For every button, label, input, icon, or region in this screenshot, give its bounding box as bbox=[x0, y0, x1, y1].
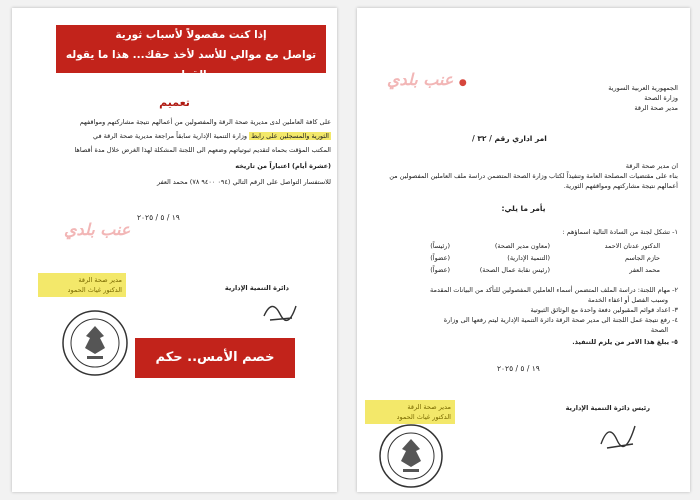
bottom-banner: خصم الأمس.. حكم اليوم! bbox=[135, 338, 295, 378]
left-body-line2 bbox=[93, 132, 331, 140]
right-signature-scribble bbox=[597, 418, 643, 452]
top-banner bbox=[56, 25, 326, 81]
left-signer-name: الدكتور غياث الحمود bbox=[67, 286, 122, 294]
order-item-1: ١- تشكل لجنة من السادة التالية اسماؤهم : bbox=[562, 228, 678, 236]
right-intro-line1: ان مدير صحة الرقة bbox=[625, 162, 678, 170]
order-item-4-line2: الصحة bbox=[650, 326, 668, 334]
right-header-line3: مدير صحة الرقة bbox=[634, 104, 678, 112]
left-body-line4: (عشرة أيام) اعتباراً من تاريخه bbox=[235, 162, 331, 170]
left-signature-scribble bbox=[262, 296, 302, 326]
right-intro-line2: بناء على مقتضيات المصلحة العامة وتنفيذاً لكتاب وزارة الصحة المتضمن دراسة ملف العاملين المفصولين من bbox=[389, 172, 678, 180]
orders-heading: يأمر ما يلي: bbox=[501, 204, 546, 213]
top-banner-line1: إذا كنت مفصولاً لأسباب ثورية bbox=[115, 29, 267, 41]
right-seal-stamp bbox=[377, 422, 445, 490]
member-row bbox=[605, 242, 660, 250]
member-role: (رئيس نقابة عمال الصحة) bbox=[479, 266, 550, 274]
right-signature-box bbox=[365, 400, 455, 424]
left-department: دائرة التنمية الإدارية bbox=[224, 284, 289, 292]
right-header-line2: وزارة الصحة bbox=[644, 94, 678, 102]
order-item-4-line1: ٤- رفع نتيجة عمل اللجنة الى مدير صحة الرقة دائرة التنمية الإدارية ليتم رفعها الى وزارة bbox=[443, 316, 678, 324]
left-watermark: عنب بلدي bbox=[64, 220, 131, 239]
member-position: (عضواً) bbox=[430, 266, 450, 274]
right-intro-line3: أعمالهم نتيجة مشاركتهم ومواقفهم الثورية. bbox=[563, 182, 678, 190]
left-seal-stamp bbox=[60, 308, 130, 378]
right-header-line1: الجمهورية العربية السورية bbox=[608, 84, 678, 92]
right-document bbox=[357, 8, 690, 492]
member-row bbox=[629, 266, 660, 274]
left-date: ١٩ / ٥ / ٢٠٢٥ bbox=[137, 213, 180, 222]
right-date: ١٩ / ٥ / ٢٠٢٥ bbox=[497, 364, 540, 373]
left-body-line2-rest: وزارة التنمية الإدارية سابقاً مراجعة مديرية صحة الرقة في bbox=[93, 132, 248, 140]
right-department: رئيس دائرة التنمية الإدارية bbox=[565, 404, 650, 412]
top-banner-line2: تواصل مع موالي للأسد لأخذ حقك... هذا ما يقوله القرار bbox=[65, 49, 317, 81]
order-number: امر اداري رقم / ٣٢ / bbox=[472, 134, 547, 143]
order-item-3: ٣- اعداد قوائم المقبولين دفعة واحدة مع الوثائق الثبوتية bbox=[530, 306, 678, 314]
left-signer-title: مدير صحة الرقة bbox=[78, 276, 122, 284]
member-row bbox=[625, 254, 660, 262]
left-highlight: الثورية والمسجلين على رابط bbox=[251, 132, 329, 140]
member-role: (التنمية الإدارية) bbox=[507, 254, 550, 262]
left-body-line3: المكتب المؤقت بحماه لتقديم ثبوتياتهم وضعهم الى اللجنة المشكلة لهذا الغرض خلال مدة أقصاها bbox=[74, 146, 331, 154]
member-name: حازم الجاسم bbox=[625, 254, 660, 262]
member-role: (معاون مدير الصحة) bbox=[494, 242, 550, 250]
right-signer-name: الدكتور غياث الحمود bbox=[396, 413, 451, 421]
order-item-5: ٥- يبلغ هذا الامر من يلزم للتنفيذ. bbox=[572, 338, 678, 346]
right-signer-title: مدير صحة الرقة bbox=[407, 403, 451, 411]
left-signature-box bbox=[38, 273, 126, 297]
left-body-line1: على كافة العاملين لدى مديرية صحة الرقة والمفصولين من أعمالهم نتيجة مشاركتهم ومواقفهم bbox=[79, 118, 331, 126]
member-name: الدكتور عدنان الاحمد bbox=[604, 242, 660, 250]
order-item-2-line1: ٢- مهام اللجنة: دراسة الملف المتضمن أسماء العاملين المفصولين للتأكد من البيانات المقدمة bbox=[430, 286, 678, 294]
left-body-line5: للاستفسار التواصل على الرقم التالي (٠٩٤ ٩٤٠٠ ٧٨) محمد العفر bbox=[157, 178, 331, 186]
right-watermark: ● عنب بلدي bbox=[387, 70, 467, 89]
order-item-2-line2: وسبب الفصل أو اعفاء الخدمة bbox=[587, 296, 668, 304]
member-position: (عضواً) bbox=[430, 254, 450, 262]
left-title: تعميم bbox=[159, 96, 190, 109]
member-position: (رئيساً) bbox=[430, 242, 450, 250]
member-name: محمد العفر bbox=[629, 266, 660, 274]
